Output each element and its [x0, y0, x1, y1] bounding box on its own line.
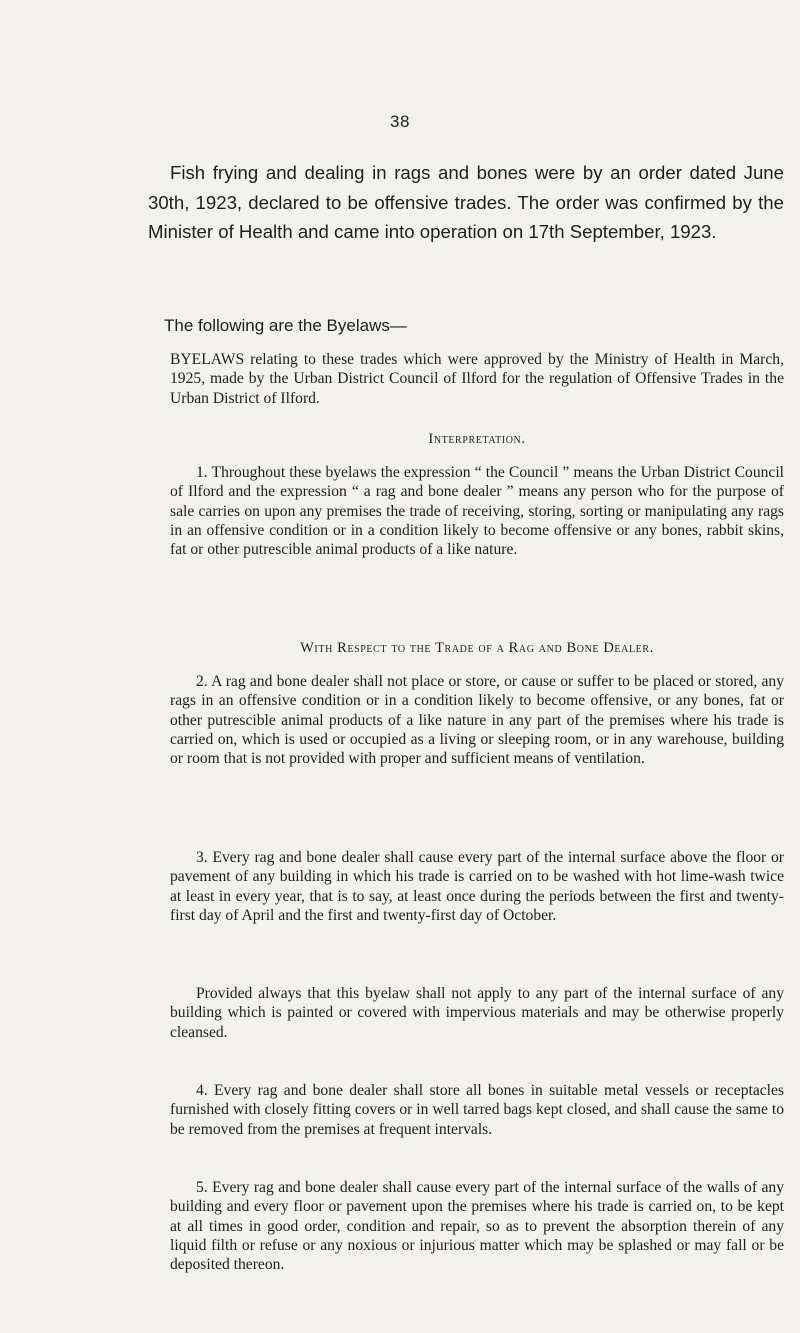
- byelaws-lead-in: The following are the Byelaws—: [164, 316, 407, 335]
- heading-rag-and-bone-dealer: With Respect to the Trade of a Rag and Bone Dealer.: [300, 640, 654, 656]
- heading-interpretation: Interpretation.: [428, 431, 526, 447]
- clause-4: 4. Every rag and bone dealer shall store all bones in suitable metal vessels or receptacles furnished with closely fitting covers or in well tarred bags kept closed, and shall cause the same to be removed from the premises at frequent intervals.: [170, 1082, 784, 1138]
- clause-5: 5. Every rag and bone dealer shall cause every part of the internal surface of the walls of any building and every floor or pavement upon the premises where his trade is carried on, to be kept at all times in good order, condition and repair, so as to prevent the absorption therein of any liquid filth or refuse or any noxious or injurious matter which may be splashed or may fall or be deposited thereon.: [170, 1179, 784, 1274]
- proviso-paragraph: Provided always that this byelaw shall not apply to any part of the internal surface of any building which is painted or covered with impervious materials and may be otherwise properly cleansed.: [170, 985, 784, 1041]
- byelaws-title-paragraph: BYELAWS relating to these trades which were approved by the Ministry of Health in March, 1925, made by the Urban District Council of Ilford for the regulation of Offensive Trades in the Urban District of Ilford.: [170, 351, 784, 407]
- clause-2: 2. A rag and bone dealer shall not place or store, or cause or suffer to be placed or stored, any rags in an offensive condition or in a condition likely to become offensive, or any bones, fat or other putrescible animal products of a like nature in any part of the premises where his trade is carried on, which is used or occupied as a living or sleeping room, or in any warehouse, building or room that is not provided with proper and sufficient means of ventilation.: [170, 673, 784, 768]
- clause-3: 3. Every rag and bone dealer shall cause every part of the internal surface above the floor or pavement of any building in which his trade is carried on to be washed with hot lime-wash twice at least in every year, that is to say, at least once during the periods between the first and twenty-first day of April and the first and twenty-first day of October.: [170, 849, 784, 924]
- clause-1: 1. Throughout these byelaws the expression “ the Council ” means the Urban District Council of Ilford and the expression “ a rag and bone dealer ” means any person who for the purpose of sale carries on upon any premises the trade of receiving, storing, sorting or manipulating any rags in an offensive condition or in a condition likely to become offensive or any bones, rabbit skins, fat or other putrescible animal products of a like nature.: [170, 464, 784, 559]
- page-number: 38: [390, 112, 410, 131]
- intro-paragraph: Fish frying and dealing in rags and bones were by an order dated June 30th, 1923, declared to be offensive trades. The order was confirmed by the Minister of Health and came into operation on 17th September, 1923.: [148, 162, 784, 242]
